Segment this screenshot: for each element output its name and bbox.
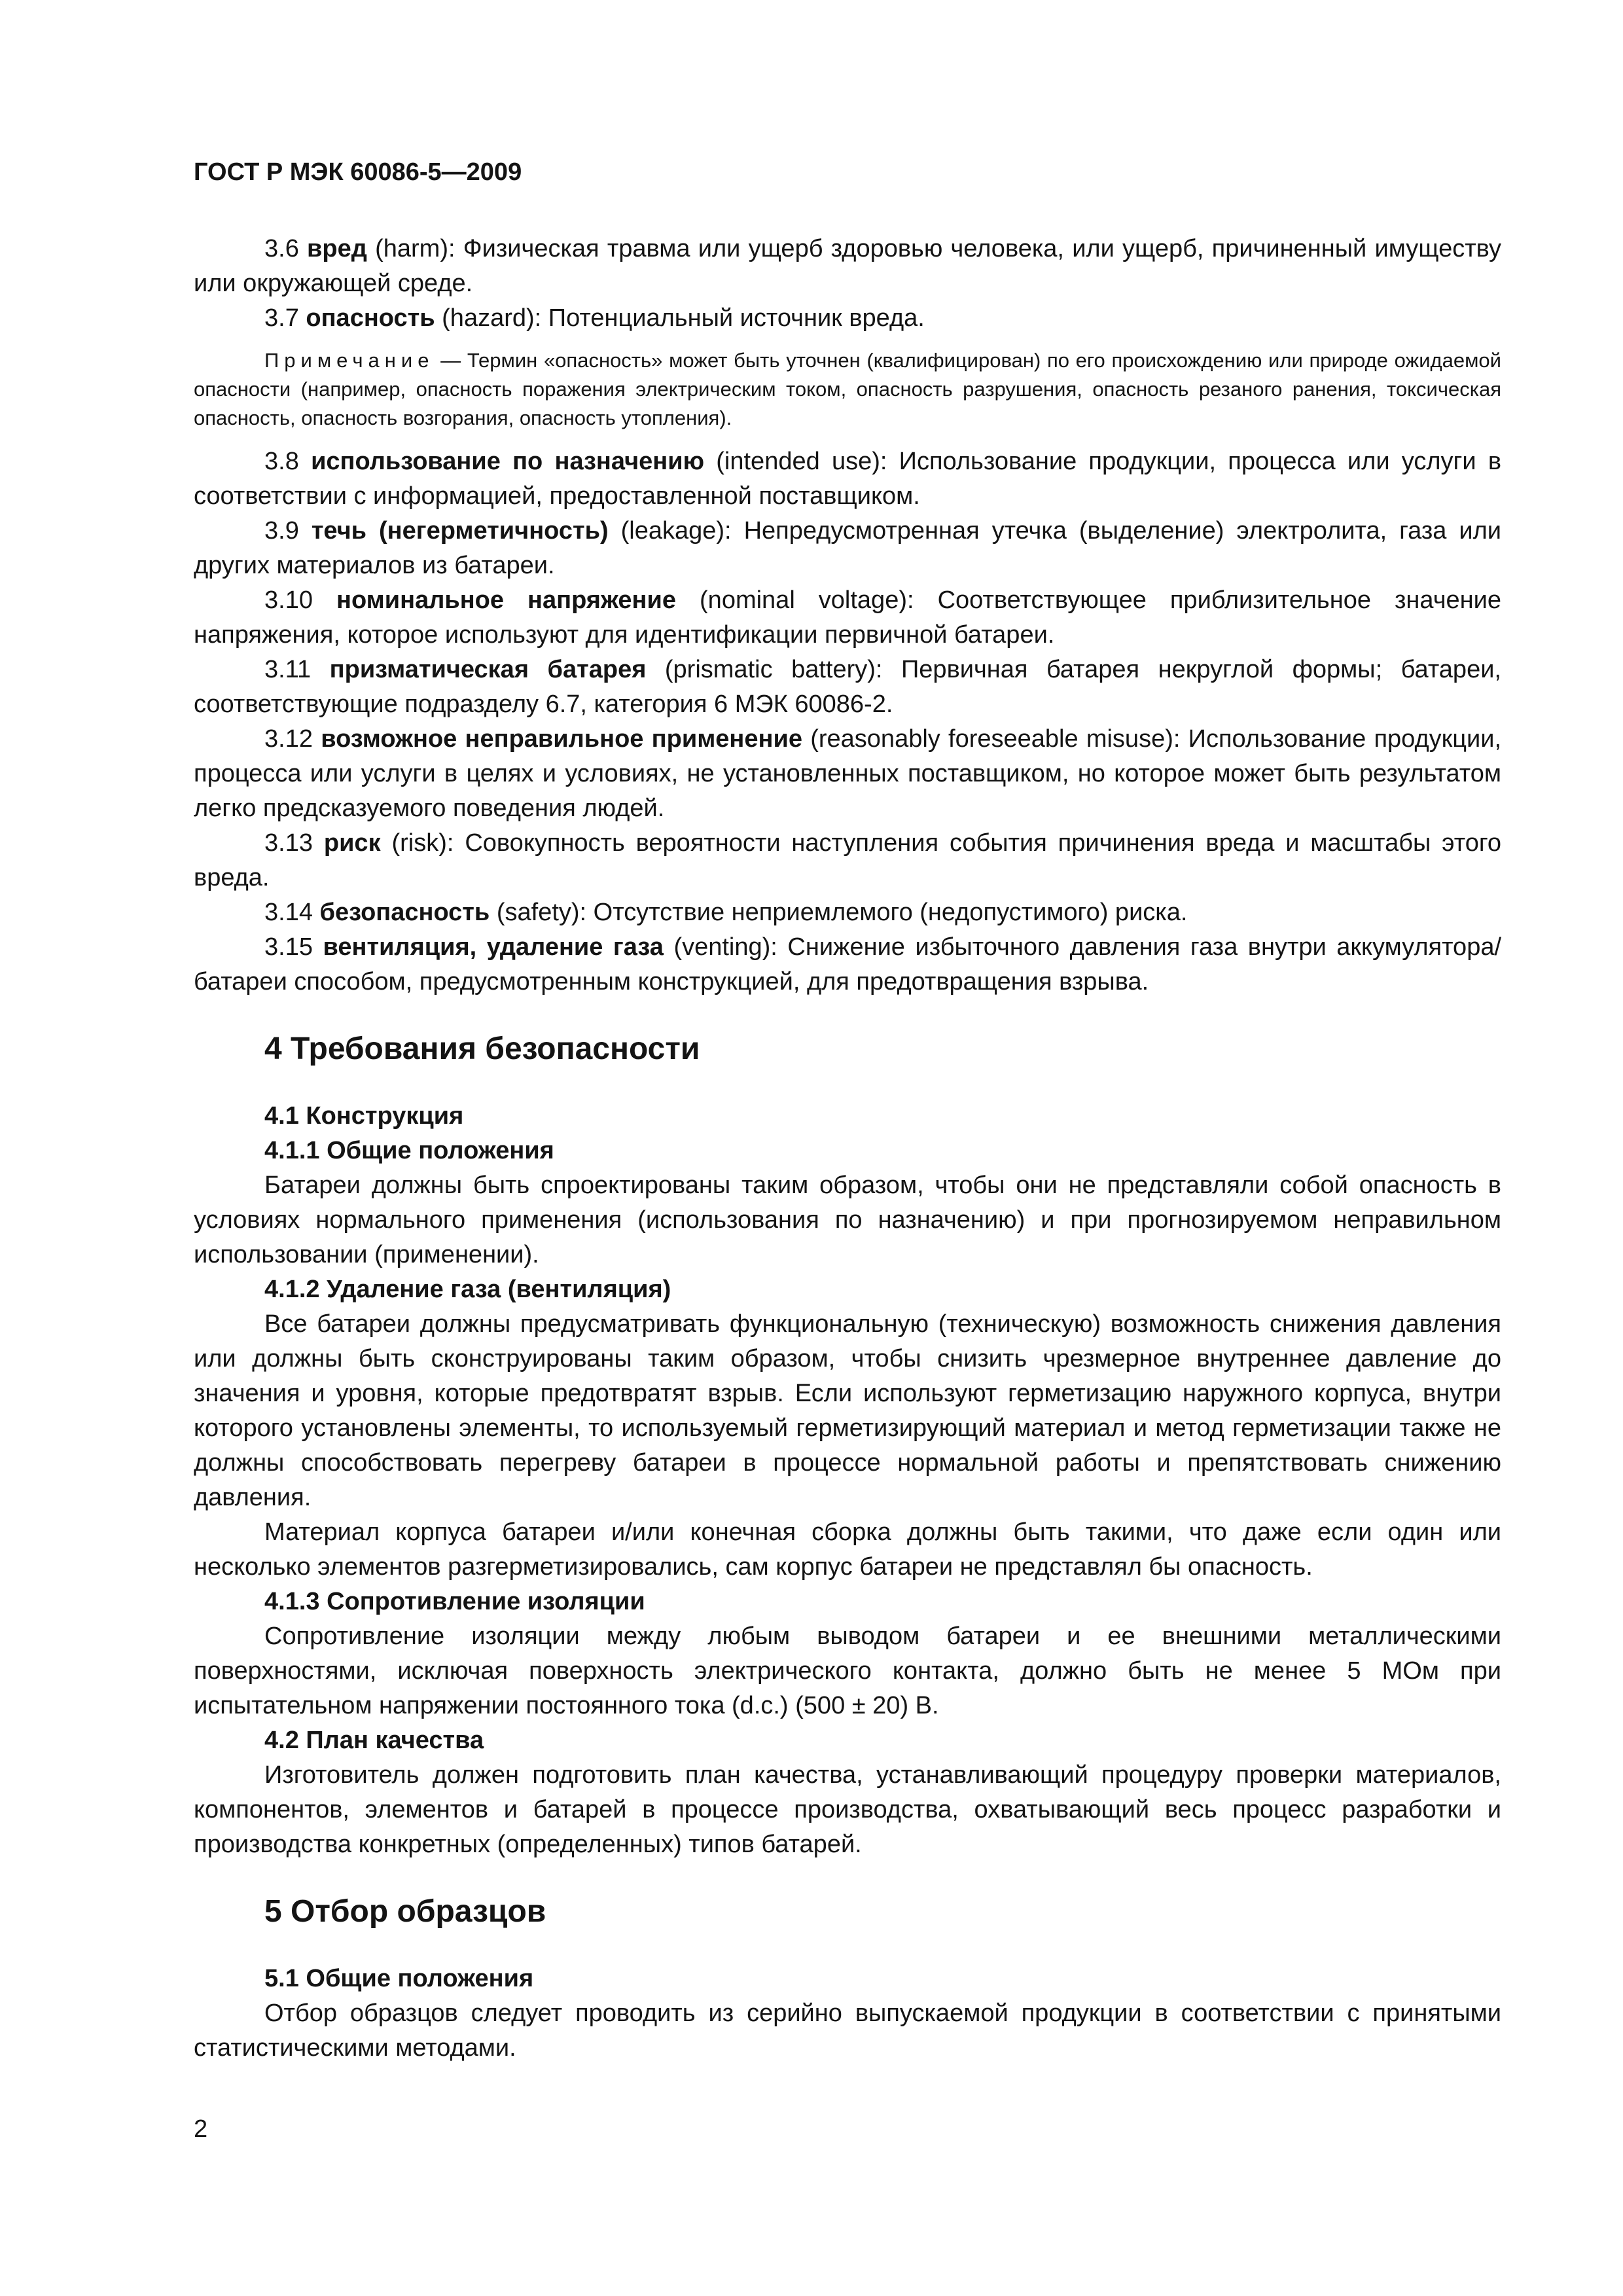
subsection-4-1-3-heading: 4.1.3 Сопротивление изоляции: [264, 1588, 645, 1615]
term-definition: Совокупность вероятности наступления события причинения вреда и масштабы этого вреда.: [194, 829, 1501, 891]
term-definition: Непредусмотренная утечка (выделение) электролита, газа или других материалов из батареи.: [194, 517, 1502, 579]
term-number: 3.12: [264, 725, 313, 753]
term-english: (hazard):: [442, 304, 542, 332]
term-definition: Физическая травма или ущерб здоровью человека, или ущерб, причиненный имуществу или окружающей среде.: [194, 235, 1501, 297]
paragraph-4-1-1: Батареи должны быть спроектированы таким образом, чтобы они не представляли собой опасность в условиях нормального применения (использования по назначению) и при прогнозируемом неправильном использовании (применении).: [194, 1172, 1501, 1268]
term-number: 3.11: [264, 656, 312, 683]
paragraph-5-1: Отбор образцов следует проводить из серийно выпускаемой продукции в соответствии с принятыми статистическими методами.: [194, 2000, 1501, 2062]
section-4-heading: 4 Требования безопасности: [264, 1031, 700, 1066]
term-english: (harm):: [375, 235, 455, 262]
term-english: (intended use):: [716, 448, 887, 475]
term-name: номинальное напряжение: [336, 586, 676, 614]
term-english: (nominal voltage):: [700, 586, 914, 614]
term-definition: Соответствующее приблизительное значение напряжения, которое используют для идентификации первичной батареи.: [194, 586, 1501, 649]
term-3-11: [194, 653, 1501, 722]
term-number: 3.6: [264, 235, 299, 262]
paragraph-4-1-2-a: Все батареи должны предусматривать функциональную (техническую) возможность снижения давления или должны быть сконструированы таким образом, чтобы снизить чрезмерное внутреннее давление до значения и уровня, которые предотвратят взрыв. Если используют герметизацию наружного корпуса, внутри которого установлены элементы, то используемый герметизирующий материал и метод герметизации также не должны способствовать перегреву батареи в процессе нормальной работы и препятствовать снижению давления.: [194, 1310, 1501, 1511]
term-english: (prismatic battery):: [664, 656, 883, 683]
subsection-5-1-heading: 5.1 Общие положения: [264, 1965, 534, 1992]
term-number: 3.7: [264, 304, 299, 332]
term-name: вентиляция, удаление газа: [323, 933, 664, 961]
paragraph-4-1-2-b: Материал корпуса батареи и/или конечная сборка должны быть такими, что даже если один или несколько элементов разгерметизировались, сам корпус батареи не представлял бы опасность.: [194, 1518, 1501, 1581]
term-name: призматическая батарея: [329, 656, 647, 683]
term-definition: Первичная батарея некруглой формы; батареи, соответствующие подразделу 6.7, категория 6 МЭК 60086-2.: [194, 656, 1501, 718]
term-number: 3.9: [264, 517, 299, 545]
term-english: (safety):: [496, 899, 587, 926]
term-definition: Использование продукции, процесса или услуги в целях и условиях, не установленных поставщиком, но которое может быть результатом легко предсказуемого поведения людей.: [194, 725, 1502, 822]
term-3-13: [194, 826, 1501, 895]
term-english: (risk):: [391, 829, 454, 857]
term-definition: Использование продукции, процесса или услуги в соответствии с информацией, предоставленной поставщиком.: [194, 448, 1502, 510]
term-3-7: [194, 301, 1501, 336]
term-name: возможное неправильное применение: [321, 725, 802, 753]
paragraph-4-1-3: Сопротивление изоляции между любым выводом батареи и ее внешними металлическими поверхностями, исключая поверхность электрического контакта, должно быть не менее 5 МОм при испытательном напряжении постоянного тока (d.c.) (500 ± 20) В.: [194, 1623, 1501, 1719]
term-3-9: [194, 514, 1501, 583]
term-3-12: [194, 722, 1501, 826]
term-definition: Снижение избыточного давления газа внутри аккумулятора/батареи способом, предусмотренным конструкцией, для предотвращения взрыва.: [194, 933, 1502, 996]
term-3-15: [194, 930, 1501, 999]
subsection-4-2-heading: 4.2 План качества: [264, 1727, 484, 1754]
term-english: (reasonably foreseeable misuse):: [810, 725, 1181, 753]
paragraph-4-2: Изготовитель должен подготовить план качества, устанавливающий процедуру проверки материалов, компонентов, элементов и батарей в процессе производства, охватывающий весь процесс разработки и производства конкретных (определенных) типов батарей.: [194, 1761, 1501, 1858]
term-definition: Потенциальный источник вреда.: [548, 304, 925, 332]
section-5-heading: 5 Отбор образцов: [264, 1894, 546, 1929]
term-number: 3.13: [264, 829, 313, 857]
term-name: вред: [307, 235, 367, 262]
note-text: — Термин «опасность» может быть уточнен (квалифицирован) по его происхождению или природе ожидаемой опасности (например, опасность поражения электрическим током, опасность разрушения, опасность резаного ранения, токсическая опасность, опасность возгорания, опасность утопления).: [194, 349, 1501, 429]
document-body: [194, 232, 1501, 2066]
subsection-4-1-heading: 4.1 Конструкция: [264, 1102, 464, 1130]
term-name: опасность: [306, 304, 435, 332]
term-3-14: [194, 895, 1501, 930]
term-number: 3.8: [264, 448, 299, 475]
term-english: (venting):: [673, 933, 777, 961]
subsection-4-1-2-heading: 4.1.2 Удаление газа (вентиляция): [264, 1276, 671, 1303]
term-definition: Отсутствие неприемлемого (недопустимого) риска.: [593, 899, 1188, 926]
term-name: использование по назначению: [311, 448, 705, 475]
term-number: 3.15: [264, 933, 313, 961]
note-label: Примечание: [264, 349, 435, 372]
term-name: течь (негерметичность): [311, 517, 609, 545]
document-header: ГОСТ Р МЭК 60086-5—2009: [194, 158, 522, 186]
subsection-4-1-1-heading: 4.1.1 Общие положения: [264, 1137, 554, 1164]
term-3-8: [194, 444, 1501, 514]
term-3-6: [194, 232, 1501, 301]
note-paragraph: [194, 346, 1501, 433]
term-3-10: [194, 583, 1501, 653]
term-name: риск: [323, 829, 381, 857]
term-number: 3.10: [264, 586, 313, 614]
term-number: 3.14: [264, 899, 313, 926]
term-name: безопасность: [319, 899, 490, 926]
page-number: 2: [194, 2115, 208, 2143]
term-english: (leakage):: [620, 517, 732, 545]
